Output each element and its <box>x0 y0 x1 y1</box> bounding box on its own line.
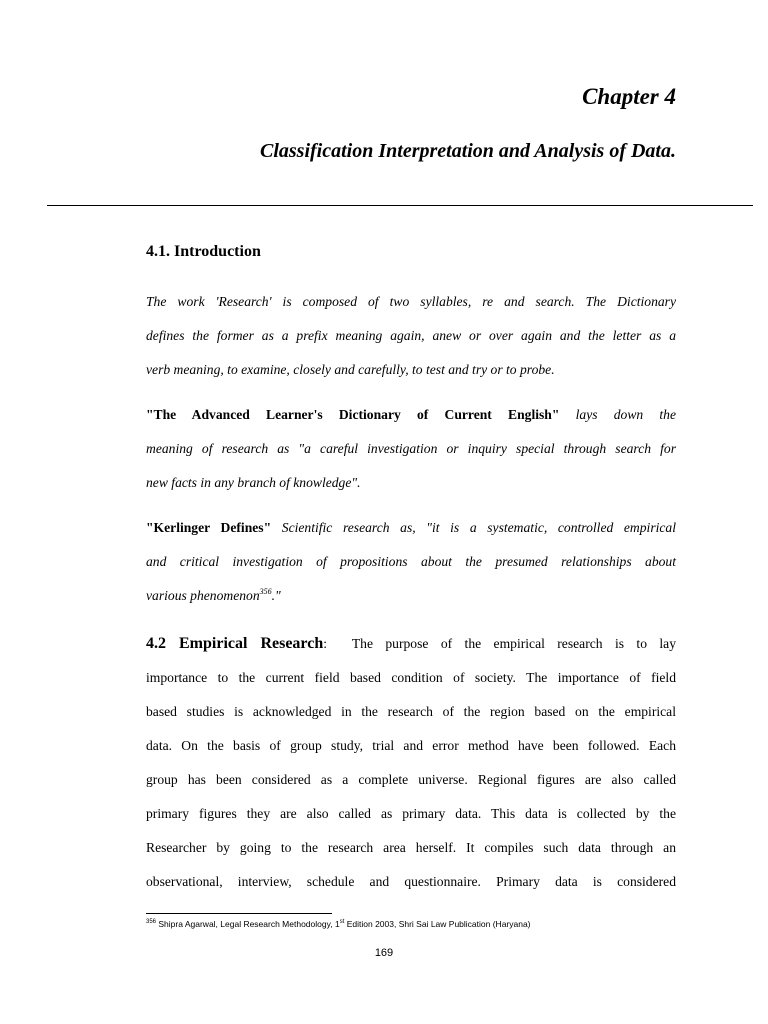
text-line <box>146 398 676 432</box>
heading-colon: : <box>323 636 328 651</box>
footnote <box>146 919 531 929</box>
text-line: meaning of research as "a careful investigation or inquiry special through search for <box>146 441 676 456</box>
quoted-source: "The Advanced Learner's Dictionary of Current English" <box>146 407 560 422</box>
chapter-number: Chapter 4 <box>582 84 676 109</box>
text-fragment: various phenomenon <box>146 588 260 603</box>
header-divider <box>47 205 753 206</box>
footnote-divider <box>146 913 332 914</box>
quoted-source: "Kerlinger Defines" <box>146 520 272 535</box>
paragraph-kerlinger <box>146 511 676 613</box>
footnote-number: 356 <box>146 919 157 925</box>
text-line <box>146 511 676 545</box>
text-fragment: The purpose of the empirical research is to lay <box>351 636 677 651</box>
text-line: data. On the basis of group study, trial and error method have been followed. Each <box>146 738 676 753</box>
paragraph-research-definition <box>146 285 676 387</box>
text-line: importance to the current field based condition of society. The importance of field <box>146 670 676 685</box>
text-line: primary figures they are also called as primary data. This data is collected by the <box>146 806 676 821</box>
footnote-text: Edition 2003, Shri Sai Law Publication (Haryana) <box>344 919 531 929</box>
text-fragment: Scientific research as, "it is a systematic, controlled empirical <box>281 520 676 535</box>
text-line: The work 'Research' is composed of two syllables, re and search. The Dictionary <box>146 294 676 309</box>
text-line <box>146 627 676 661</box>
section-heading-empirical: 4.2 Empirical Research <box>146 635 324 652</box>
text-line <box>146 579 676 613</box>
text-fragment: ." <box>271 588 281 603</box>
text-line: observational, interview, schedule and questionnaire. Primary data is considered <box>146 874 676 889</box>
section-heading-introduction: 4.1. Introduction <box>146 243 261 260</box>
paragraph-advanced-learners <box>146 398 676 500</box>
text-line: defines the former as a prefix meaning again, anew or over again and the letter as a <box>146 328 676 343</box>
text-line: based studies is acknowledged in the research of the region based on the empirical <box>146 704 676 719</box>
page-number: 169 <box>374 947 394 959</box>
footnote-reference[interactable]: 356 <box>259 587 272 596</box>
paragraph-empirical-research <box>146 627 676 899</box>
ordinal-suffix: st <box>339 919 345 925</box>
text-line: group has been considered as a complete universe. Regional figures are also called <box>146 772 676 787</box>
footnote-text: Shipra Agarwal, Legal Research Methodology, 1 <box>158 919 340 929</box>
text-line: verb meaning, to examine, closely and carefully, to test and try or to probe. <box>146 362 555 377</box>
chapter-title: Classification Interpretation and Analysis of Data. <box>260 140 676 162</box>
text-line: new facts in any branch of knowledge". <box>146 475 361 490</box>
text-fragment: lays down the <box>575 407 676 422</box>
text-line: Researcher by going to the research area herself. It compiles such data through an <box>146 840 676 855</box>
text-line: and critical investigation of propositions about the presumed relationships about <box>146 554 676 569</box>
